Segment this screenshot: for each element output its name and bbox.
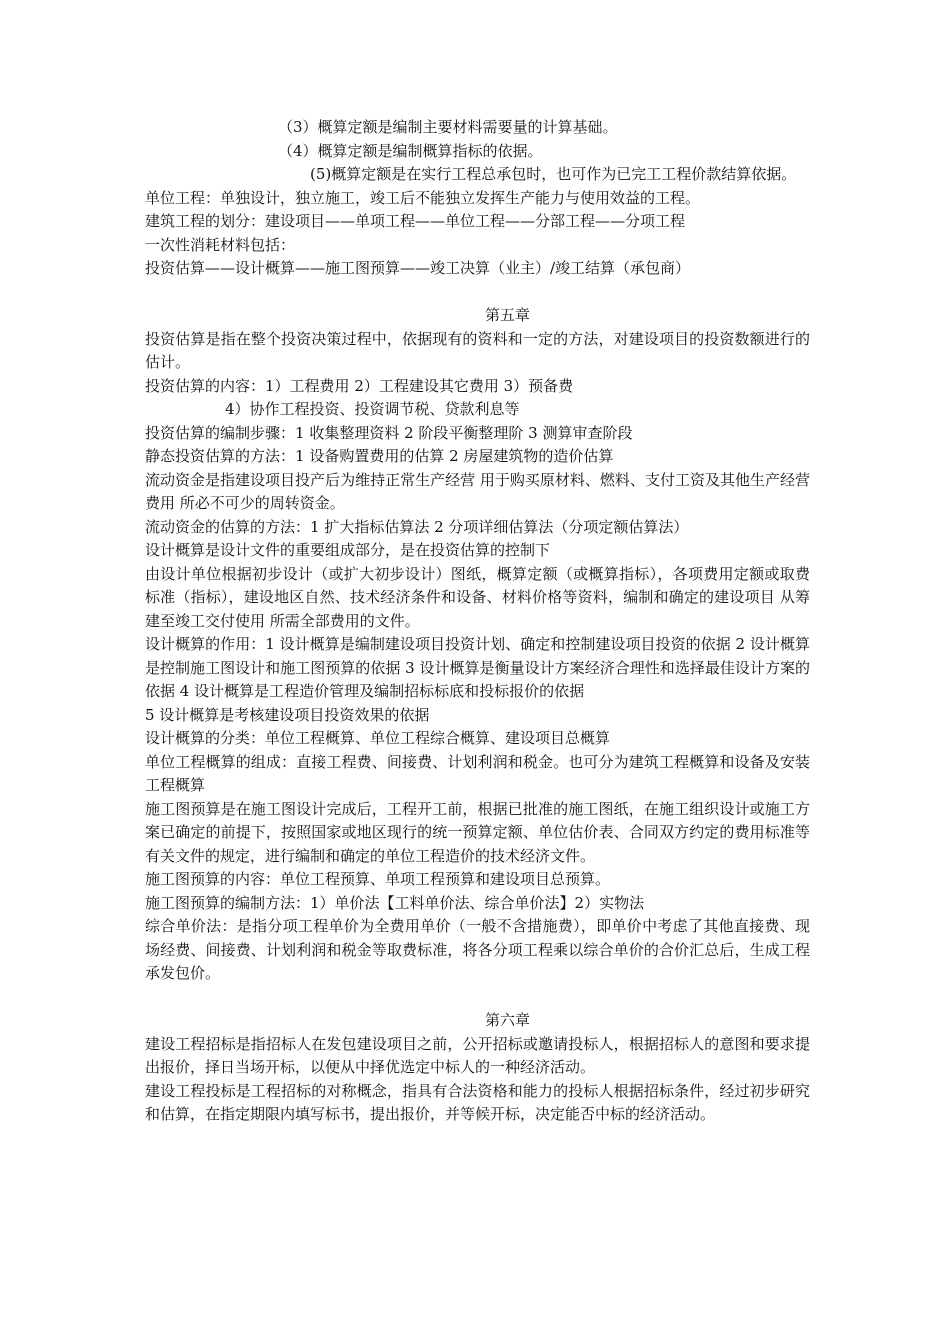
ch5-paragraph: 设计概算是设计文件的重要组成部分，是在投资估算的控制下 [145,541,551,559]
ch5-paragraph: 设计概算的分类：单位工程概算、单位工程综合概算、建设项目总概算 [145,729,611,747]
intro-item-4: （4）概算定额是编制概算指标的依据。 [278,141,543,160]
ch5-paragraph: 流动资金是指建设项目投产后为维持正常生产经营 用于购买原材料、燃料、支付工资及其他生产经营费用 所必不可少的周转资金。 [145,470,810,512]
ch5-paragraph: 投资估算的编制步骤：1 收集整理资料 2 阶段平衡整理阶 3 测算审查阶段 [145,423,633,442]
intro-item-3: （3）概算定额是编制主要材料需要量的计算基础。 [278,118,618,136]
ch5-paragraph: 单位工程概算的组成：直接工程费、间接费、计划利润和税金。也可分为建筑工程概算和设备及安装工程概算 [145,752,810,794]
intro-unit-project: 单位工程：单独设计，独立施工，竣工后不能独立发挥生产能力与使用效益的工程。 [145,188,701,207]
ch5-paragraph: 流动资金的估算的方法：1 扩大指标估算法 2 分项详细估算法（分项定额估算法） [145,517,689,536]
ch5-paragraph: 设计概算的作用：1 设计概算是编制建设项目投资计划、确定和控制建设项目投资的依据 2 设计概算是控制施工图设计和施工图预算的依据 3 设计概算是衡量设计方案经济合理性和选择最佳设计方案的依据 4 设计概算是工程造价管理及编制招标标底和投标报价的依据 [145,635,810,700]
ch6-paragraph: 建设工程招标是指招标人在发包建设项目之前，公开招标或邀请投标人，根据招标人的意图和要求提出报价，择日当场开标，以便从中择优选定中标人的一种经济活动。 [145,1034,810,1076]
ch5-paragraph: 施工图预算的编制方法：1）单价法【工料单价法、综合单价法】2）实物法 [145,893,645,912]
ch5-paragraph: 施工图预算的内容：单位工程预算、单项工程预算和建设项目总预算。 [145,870,611,888]
intro-consumables: 一次性消耗材料包括： [145,235,296,254]
ch5-paragraph: 投资估算的内容：1）工程费用 2）工程建设其它费用 3）预备费 [145,376,574,395]
ch5-paragraph: 投资估算是指在整个投资决策过程中，依据现有的资料和一定的方法，对建设项目的投资数额进行的估计。 [145,329,810,371]
ch5-paragraph: 综合单价法：是指分项工程单价为全费用单价（一般不含措施费），即单价中考虑了其他直接费、现场经费、间接费、计划利润和税金等取费标准，将各分项工程乘以综合单价的合价汇总后，生成工程承发包价。 [145,917,810,982]
document-body [145,116,810,1127]
ch5-paragraph: 由设计单位根据初步设计（或扩大初步设计）图纸，概算定额（或概算指标），各项费用定额或取费标准（指标），建设地区自然、技术经济条件和设备、材料价格等资料，编制和确定的建设项目 从筹建至竣工交付使用 所需全部费用的文件。 [145,564,810,630]
ch6-paragraph: 建设工程投标是工程招标的对称概念，指具有合法资格和能力的投标人根据招标条件，经过初步研究和估算，在指定期限内填写标书，提出报价，并等候开标，决定能否中标的经济活动。 [145,1081,810,1123]
intro-cost-sequence: 投资估算——设计概算——施工图预算——竣工决算（业主）/竣工结算（承包商） [145,259,691,277]
chapter-5-heading: 第五章 [484,306,530,324]
chapter-6-heading: 第六章 [484,1011,530,1029]
ch5-paragraph: 静态投资估算的方法：1 设备购置费用的估算 2 房屋建筑物的造价估算 [145,447,614,465]
intro-item-5: (5)概算定额是在实行工程总承包时，也可作为已完工工程价款结算依据。 [310,165,797,183]
ch5-paragraph: 施工图预算是在施工图设计完成后，工程开工前，根据已批准的施工图纸，在施工组织设计或施工方案已确定的前提下，按照国家或地区现行的统一预算定额、单位估价表、合同双方约定的费用标准等有关文件的规定，进行编制和确定的单位工程造价的技术经济文件。 [145,799,810,865]
ch5-paragraph: 5 设计概算是考核建设项目投资效果的依据 [145,705,430,724]
intro-project-division: 建筑工程的划分：建设项目——单项工程——单位工程——分部工程——分项工程 [145,212,686,230]
ch5-paragraph: 4）协作工程投资、投资调节税、贷款利息等 [225,400,520,418]
